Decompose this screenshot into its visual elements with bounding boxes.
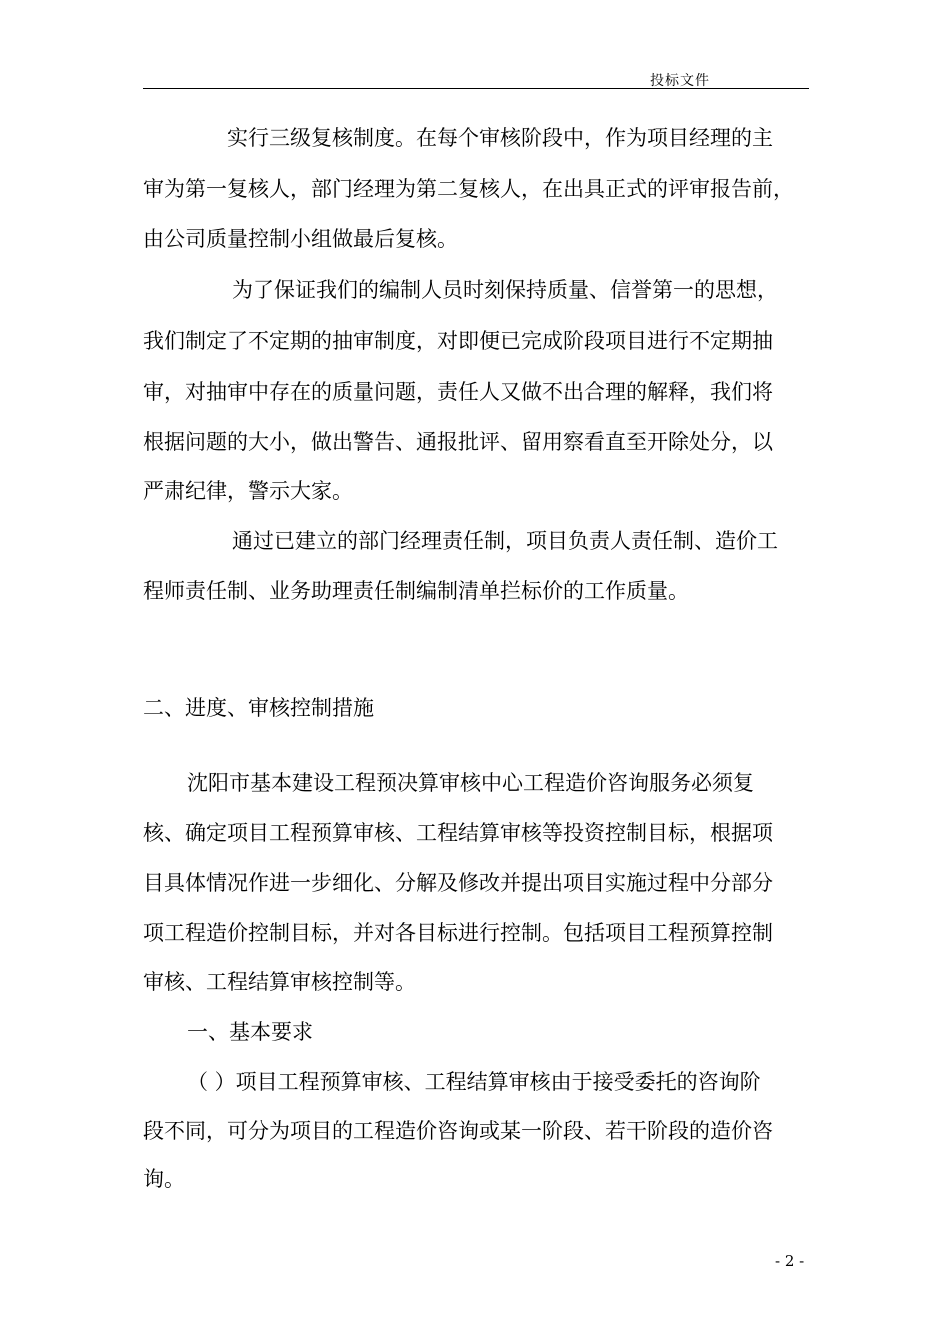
body-line: 审核、工程结算审核控制等。 bbox=[143, 970, 416, 994]
body-line: 段不同，可分为项目的工程造价咨询或某一阶段、若干阶段的造价咨 bbox=[143, 1119, 773, 1143]
body-line: 严肃纪律，警示大家。 bbox=[143, 479, 353, 503]
body-line: （ ）项目工程预算审核、工程结算审核由于接受委托的咨询阶 bbox=[187, 1070, 761, 1094]
body-line: 通过已建立的部门经理责任制，项目负责人责任制、造价工 bbox=[232, 529, 778, 553]
body-line: 审为第一复核人，部门经理为第二复核人，在出具正式的评审报告前， bbox=[143, 177, 794, 201]
body-line: 目具体情况作进一步细化、分解及修改并提出项目实施过程中分部分 bbox=[143, 871, 773, 895]
body-line: 根据问题的大小，做出警告、通报批评、留用察看直至开除处分，以 bbox=[143, 430, 773, 454]
body-line: 程师责任制、业务助理责任制编制清单拦标价的工作质量。 bbox=[143, 579, 689, 603]
body-line: 沈阳市基本建设工程预决算审核中心工程造价咨询服务必须复 bbox=[187, 771, 754, 795]
header-title: 投标文件 bbox=[650, 73, 710, 89]
body-line: 项工程造价控制目标，并对各目标进行控制。包括项目工程预算控制 bbox=[143, 921, 773, 945]
body-line: 实行三级复核制度。在每个审核阶段中，作为项目经理的主 bbox=[227, 126, 773, 150]
body-line: 为了保证我们的编制人员时刻保持质量、信誉第一的思想， bbox=[232, 278, 778, 302]
body-line: 我们制定了不定期的抽审制度，对即便已完成阶段项目进行不定期抽 bbox=[143, 329, 773, 353]
subsection-heading: 一、基本要求 bbox=[187, 1020, 313, 1044]
section-heading: 二、进度、审核控制措施 bbox=[143, 696, 374, 720]
body-line: 审，对抽审中存在的质量问题，责任人又做不出合理的解释，我们将 bbox=[143, 380, 773, 404]
page-number: - 2 - bbox=[775, 1252, 805, 1270]
header-divider bbox=[143, 88, 809, 89]
body-line: 由公司质量控制小组做最后复核。 bbox=[143, 227, 458, 251]
body-line: 询。 bbox=[143, 1167, 185, 1191]
body-line: 核、确定项目工程预算审核、工程结算审核等投资控制目标，根据项 bbox=[143, 821, 773, 845]
